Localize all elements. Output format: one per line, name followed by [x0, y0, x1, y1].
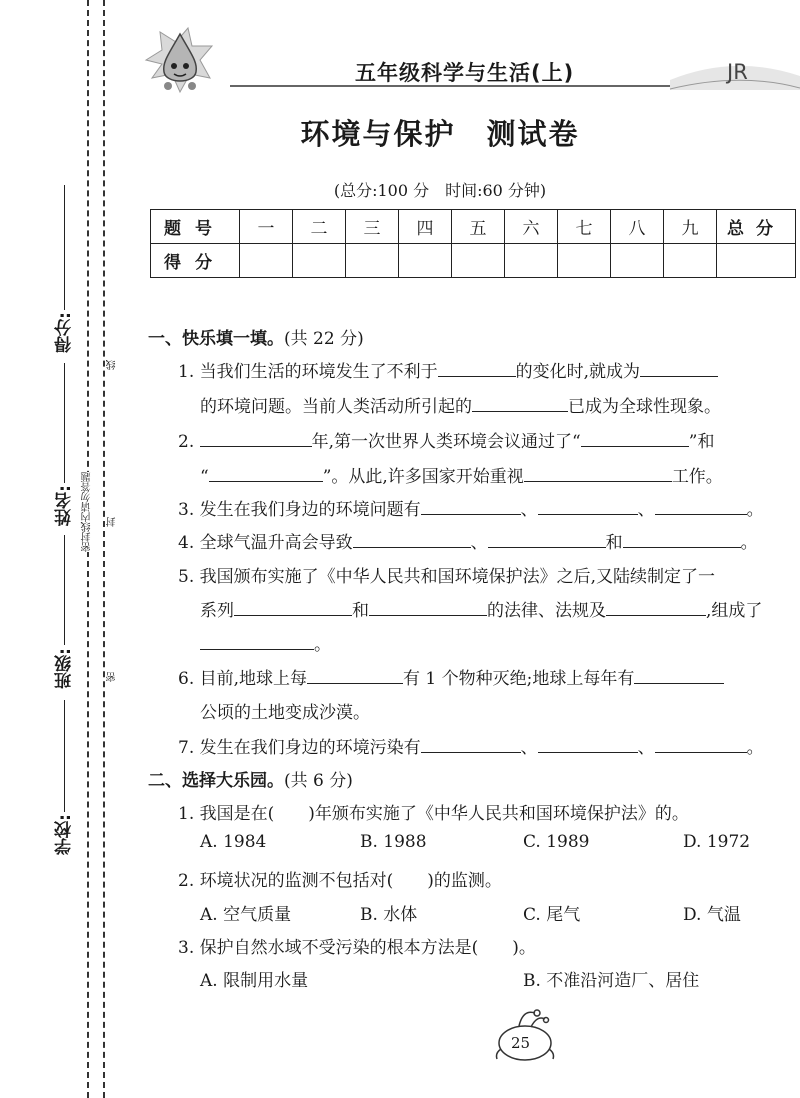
q2-text-e: ”。从此,许多国家开始重视 — [322, 467, 524, 487]
score-table — [150, 209, 796, 278]
col-5: 五 — [452, 210, 505, 244]
q2-text-f: 工作。 — [671, 467, 723, 487]
q1-blank-3[interactable] — [472, 395, 568, 412]
q5-end: 。 — [314, 635, 331, 655]
mascot-drop-icon — [140, 20, 220, 100]
section1-points: (共 22 分) — [284, 329, 364, 349]
score-cell[interactable] — [346, 244, 399, 278]
score-cell[interactable] — [399, 244, 452, 278]
q1-text-a: 1. 当我们生活的环境发生了不利于 — [178, 362, 438, 382]
col-7: 七 — [558, 210, 611, 244]
q2-text-a: 2. — [178, 432, 195, 452]
q4-text: 4. 全球气温升高会导致 — [178, 533, 353, 553]
q4-sep: 、 — [470, 533, 488, 553]
class-blank-line — [64, 535, 65, 645]
section2-heading — [148, 766, 353, 791]
row-label-question-number: 题号 — [151, 210, 240, 244]
score-blank-line — [64, 185, 65, 310]
q3-text: 3. 发生在我们身边的环境问题有 — [178, 500, 421, 520]
q2-blank-1[interactable] — [200, 430, 312, 447]
q2-text-d: “ — [200, 467, 209, 487]
q7-blank-1[interactable] — [421, 736, 521, 753]
q3-line — [178, 495, 764, 520]
table-row-score — [151, 244, 796, 278]
score-cell[interactable] — [293, 244, 346, 278]
mark-mi: 密 — [107, 672, 118, 682]
s2-q1-option-b[interactable]: B. 1988 — [360, 832, 427, 852]
page-number: 25 — [511, 1034, 531, 1052]
mark-xian: 线 — [107, 360, 118, 370]
q1-text-b: 的变化时,就成为 — [515, 362, 641, 382]
page-title: 环境与保护 测试卷 — [300, 117, 580, 151]
col-9: 九 — [664, 210, 717, 244]
q6-text-c: 公顷的土地变成沙漠。 — [200, 703, 370, 723]
name-label: 姓名: — [55, 485, 75, 526]
q4-and: 和 — [605, 533, 623, 553]
q5-blank-2[interactable] — [369, 599, 487, 616]
q5-text-d: 的法律、法规及 — [487, 601, 606, 621]
q5-line1 — [178, 562, 715, 587]
score-cell-total[interactable] — [717, 244, 796, 278]
q5-blank-1[interactable] — [234, 599, 352, 616]
q3-end: 。 — [746, 500, 764, 520]
q5-text-b: 系列 — [200, 601, 234, 621]
col-8: 八 — [611, 210, 664, 244]
q6-line1 — [178, 664, 724, 689]
section2-points: (共 6 分) — [284, 771, 353, 791]
q1-text-c: 的环境问题。当前人类活动所引起的 — [200, 397, 472, 417]
q5-blank-4[interactable] — [200, 633, 314, 650]
s2-q3-stem: 3. 保护自然水域不受污染的根本方法是( )。 — [178, 938, 536, 958]
q4-blank-3[interactable] — [623, 531, 741, 548]
school-label: 学校: — [55, 814, 75, 855]
mark-feng: 封 — [107, 517, 118, 527]
q1-line2 — [200, 392, 721, 417]
q7-end: 。 — [746, 738, 764, 758]
q7-blank-2[interactable] — [538, 736, 638, 753]
q2-line1 — [178, 427, 714, 452]
book-code: JR — [727, 60, 748, 84]
q7-blank-3[interactable] — [655, 736, 747, 753]
s2-q1-option-a[interactable]: A. 1984 — [200, 832, 267, 852]
section2-title: 二、选择大乐园。 — [148, 771, 284, 791]
section1-heading — [148, 324, 364, 349]
q4-end: 。 — [740, 533, 758, 553]
s2-q2-option-d[interactable]: D. 气温 — [683, 905, 741, 925]
q5-text-c: 和 — [352, 601, 369, 621]
q2-text-c: ”和 — [688, 432, 715, 452]
s2-q3-option-a[interactable]: A. 限制用水量 — [200, 971, 309, 991]
q7-sep: 、 — [637, 738, 655, 758]
score-cell[interactable] — [611, 244, 664, 278]
q3-sep: 、 — [520, 500, 538, 520]
q5-line3 — [200, 630, 331, 655]
s2-q3-option-b[interactable]: B. 不准沿河造厂、居住 — [523, 971, 700, 991]
score-label: 得分: — [55, 312, 75, 353]
col-total: 总分 — [717, 210, 796, 244]
q6-text-a: 6. 目前,地球上每 — [178, 669, 308, 689]
q3-blank-2[interactable] — [538, 498, 638, 515]
class-label: 班级: — [55, 648, 75, 689]
score-cell[interactable] — [240, 244, 293, 278]
q2-blank-4[interactable] — [524, 465, 672, 482]
q5-blank-3[interactable] — [606, 599, 706, 616]
q4-line — [178, 528, 758, 553]
q6-line2 — [200, 698, 370, 723]
q7-line — [178, 733, 764, 758]
s2-q1-option-d[interactable]: D. 1972 — [683, 832, 751, 852]
q3-blank-3[interactable] — [655, 498, 747, 515]
q6-blank-2[interactable] — [634, 667, 724, 684]
s2-q2-stem: 2. 环境状况的监测不包括对( )的监测。 — [178, 871, 502, 891]
q7-text: 7. 发生在我们身边的环境污染有 — [178, 738, 421, 758]
q1-blank-1[interactable] — [438, 360, 516, 377]
q1-blank-2[interactable] — [640, 360, 718, 377]
s2-q2-option-b[interactable]: B. 水体 — [360, 905, 418, 925]
binding-dashed-line-inner — [103, 0, 105, 1098]
section1-title: 一、快乐填一填。 — [148, 329, 284, 349]
q5-text-e: ,组成了 — [706, 601, 763, 621]
q6-text-b: 有 1 个物种灭绝;地球上每年有 — [403, 669, 635, 689]
col-3: 三 — [346, 210, 399, 244]
table-row-header — [151, 210, 796, 244]
s2-q1-stem: 1. 我国是在( )年颁布实施了《中华人民共和国环境保护法》的。 — [178, 804, 689, 824]
q3-sep: 、 — [637, 500, 655, 520]
seal-note: 密封线内请勿答题 — [82, 472, 93, 552]
s2-q1-option-c[interactable]: C. 1989 — [523, 832, 590, 852]
score-cell[interactable] — [505, 244, 558, 278]
q6-blank-1[interactable] — [307, 667, 403, 684]
row-label-score: 得分 — [151, 244, 240, 278]
score-cell[interactable] — [452, 244, 505, 278]
q2-blank-3[interactable] — [209, 465, 323, 482]
q4-blank-2[interactable] — [488, 531, 606, 548]
school-blank-line — [64, 700, 65, 812]
col-1: 一 — [240, 210, 293, 244]
book-title: 五年级科学与生活(上) — [355, 61, 575, 85]
q1-line1 — [178, 357, 718, 382]
q1-text-d: 已成为全球性现象。 — [568, 397, 721, 417]
q2-line2 — [200, 462, 723, 487]
col-6: 六 — [505, 210, 558, 244]
score-time-info: (总分:100 分 时间:60 分钟) — [333, 181, 547, 200]
score-cell[interactable] — [558, 244, 611, 278]
q3-blank-1[interactable] — [421, 498, 521, 515]
col-4: 四 — [399, 210, 452, 244]
q2-blank-2[interactable] — [581, 430, 689, 447]
s2-q2-option-a[interactable]: A. 空气质量 — [200, 905, 292, 925]
q2-text-b: 年,第一次世界人类环境会议通过了“ — [311, 432, 581, 452]
col-2: 二 — [293, 210, 346, 244]
q5-line2 — [200, 596, 762, 621]
q5-text-a: 5. 我国颁布实施了《中华人民共和国环境保护法》之后,又陆续制定了一 — [178, 567, 716, 587]
q4-blank-1[interactable] — [353, 531, 471, 548]
q7-sep: 、 — [520, 738, 538, 758]
score-cell[interactable] — [664, 244, 717, 278]
name-blank-line — [64, 363, 65, 483]
s2-q2-option-c[interactable]: C. 尾气 — [523, 905, 581, 925]
